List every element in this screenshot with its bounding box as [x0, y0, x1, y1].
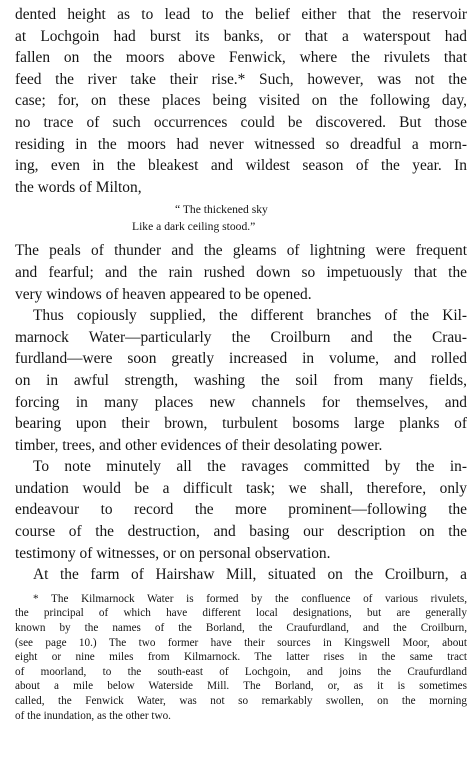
text-line: the words of Milton,	[15, 178, 142, 196]
text-line: To note minutely all the ravages committed by the in-	[33, 458, 467, 476]
footnote-line: known by the names of the Borland, the Craufurdland, and the Croilburn,	[15, 622, 467, 635]
text-line: undation would be a difficult task; we shall, therefore, only	[15, 479, 467, 497]
block-quote	[15, 201, 467, 235]
text-line: forcing in many places new channels for themselves, and	[15, 393, 467, 411]
text-line: marnock Water—particularly the Croilburn and the Crau-	[15, 328, 467, 346]
text-line: endeavour to record the more prominent—following the	[15, 501, 467, 519]
text-line: The peals of thunder and the gleams of lightning were frequent	[15, 242, 467, 260]
footnote-line: the principal of which have different local designations, but are generally	[15, 607, 467, 620]
footnote-line: of the inundation, as the other two.	[15, 709, 171, 722]
text-line: fallen on the moors above Fenwick, where the rivulets that	[15, 49, 467, 67]
book-page	[15, 4, 467, 723]
text-line: feed the river take their rise.* Such, however, was not the	[15, 70, 467, 88]
footnote-line: called, the Fenwick Water, was not so remarkably swollen, on the morning	[15, 695, 467, 707]
footnote-line: (see page 10.) The two former have their sources in Kingswell Moor, about	[15, 636, 467, 649]
footnote-line: of moorland, to the south-east of Lochgoin, and joins the Craufurdland	[15, 665, 467, 678]
text-line: course of the destruction, and basing our description on the	[15, 523, 467, 541]
paragraph-5	[15, 564, 467, 586]
text-line: and fearful; and the rain rushed down so impetuously that the	[15, 263, 467, 281]
text-line: furdland—were soon greatly increased in volume, and rolled	[15, 350, 467, 368]
text-line: case; for, on these places being visited on the following day,	[15, 92, 467, 110]
text-line: timber, trees, and other evidences of their desolating power.	[15, 436, 383, 454]
quote-line: Like a dark ceiling stood.”	[132, 220, 256, 234]
text-line: very windows of heaven appeared to be opened.	[15, 285, 312, 303]
text-line: at Lochgoin had burst its banks, or that a waterspout had	[15, 27, 467, 45]
paragraph-1	[15, 4, 467, 198]
text-line: dented height as to lead to the belief either that the reservoir	[15, 6, 467, 23]
footnote-line: * The Kilmarnock Water is formed by the confluence of various rivulets,	[33, 592, 467, 605]
text-line: Thus copiously supplied, the different branches of the Kil-	[33, 307, 467, 325]
text-line: At the farm of Hairshaw Mill, situated on the Croilburn, a	[33, 566, 467, 584]
paragraph-4	[15, 456, 467, 564]
text-line: residing in the moors had never witnessed so dreadful a morn-	[15, 135, 467, 153]
text-line: ing, even in the bleakest and wildest season of the year. In	[15, 157, 467, 175]
quote-line: “ The thickened sky	[175, 203, 268, 217]
footnote	[15, 592, 467, 723]
footnote-line: eight or nine miles from Kilmarnock. The latter rises in the same tract	[15, 651, 467, 664]
text-line: testimony of witnesses, or on personal observation.	[15, 544, 331, 562]
text-line: bearing upon their brown, turbulent bosoms large planks of	[15, 415, 467, 433]
paragraph-2	[15, 240, 467, 305]
footnote-line: about a mile below Waterside Mill. The Borland, or, as it is sometimes	[15, 680, 467, 693]
paragraph-3	[15, 305, 467, 456]
text-line: no trace of such occurrences could be discovered. But those	[15, 113, 467, 131]
text-line: on in awful strength, washing the soil from many fields,	[15, 371, 467, 389]
